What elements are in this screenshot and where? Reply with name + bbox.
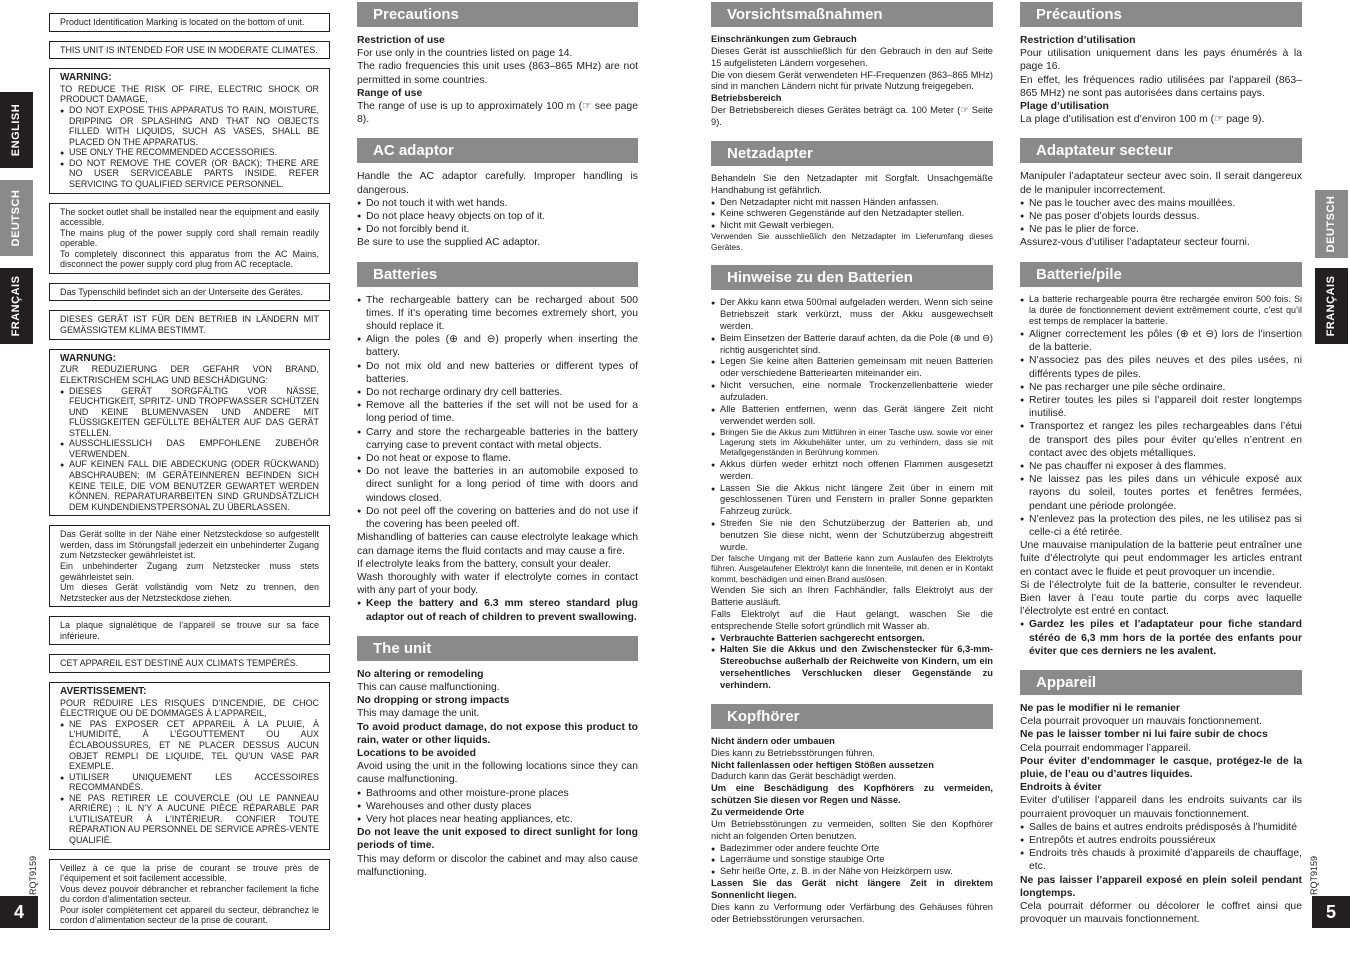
paragraph: This may deform or discolor the cabinet and may also cause malfunctioning.: [357, 853, 638, 878]
tab-francais-right: FRANÇAIS: [1315, 268, 1348, 344]
box-list: [60, 105, 319, 190]
subheading: Restriction of use: [357, 35, 445, 46]
bullet-item: ● Retirer toutes les piles si l’appareil doit rester longtemps inutilisé.: [1020, 394, 1302, 420]
bullet-item: ● Ne pas poser d’objets lourds dessus.: [1020, 210, 1302, 223]
box-intro: TO REDUCE THE RISK OF FIRE, ELECTRIC SHOCK OR PRODUCT DAMAGE,: [60, 83, 319, 105]
paragraph: Une mauvaise manipulation de la batterie peut entraîner une fuite d’électrolyte qui peut endommager les articles entrant en contact avec le fluide et peut provoquer un incendie.: [1020, 540, 1302, 578]
box-list-item: ● AUSSCHLIESSLICH DAS EMPFOHLENE ZUBEHÖR VERWENDEN.: [60, 438, 319, 459]
section-heading: Vorsichtsmaßnahmen: [711, 2, 993, 27]
bullet-item: ● La batterie rechargeable pourra être rechargée environ 500 fois. Si la durée de fonctionnement devient extrêmement courte, c’est qu’il est temps de remplacer la batterie.: [1020, 294, 1302, 328]
box-text: La plaque signalétique de l’appareil se trouve sur sa face inférieure.: [60, 620, 319, 641]
warning-box: [49, 283, 330, 302]
paragraph: Der falsche Umgang mit der Batterie kann zum Auslaufen des Elektrolyts führen. Ausgelaufener Elektrolyt kann die Innenteile, mit denen er in Kontakt kommt, beschädigen und einen Brand auslösen.: [711, 553, 993, 584]
section-heading: Precautions: [357, 2, 638, 27]
paragraph: Eviter d’utiliser l’appareil dans les endroits suivants car ils pourraient provoquer un mauvais fonctionnement.: [1020, 795, 1302, 820]
bullet-item: ● Warehouses and other dusty places: [357, 800, 638, 813]
warning-box: [49, 349, 330, 517]
bullet-item: ● Beim Einsetzen der Batterie darauf achten, da die Pole (⊕ und ⊖) richtig ausgerichtet sind.: [711, 333, 993, 357]
paragraph: Die von diesem Gerät verwendeten HF-Frequenzen (863–865 MHz) sind in manchen Ländern nicht für private Nutzung freigegeben.: [711, 69, 993, 92]
subheading: Um eine Beschädigung des Kopfhörers zu vermeiden, schützen Sie diesen vor Regen und Nässe.: [711, 783, 993, 806]
section-heading: Appareil: [1020, 670, 1302, 695]
section-gap: [711, 129, 993, 141]
bullet-item: ● Halten Sie die Akkus und den Zwischenstecker für 6,3-mm-Stereobuchse außerhalb der Reichweite von Kindern, um ein versehentliches Verschlucken dieser Gegenstände zu verhindern.: [711, 644, 993, 691]
safety-boxes-column: [49, 13, 330, 939]
paragraph: Pour utilisation uniquement dans les pays énumérés à la page 16.: [1020, 48, 1302, 73]
bullet-list: [357, 597, 638, 623]
box-list: [60, 386, 319, 513]
bullet-item: ● Endroits très chauds à proximité d’appareils de chauffage, etc.: [1020, 847, 1302, 873]
box-list-item: ● AUF KEINEN FALL DIE ABDECKUNG (ODER RÜCKWAND) ABSCHRAUBEN; IM GERÄTEINNEREN BEFINDEN SICH KEINE TEILE, DIE VOM BENUTZER GEWARTET WERDEN KÖNNEN. REPARATURARBEITEN SIND GRUNDSÄTZLICH DEM KUNDENDIENSTPERSONAL ZU ÜBERLASSEN.: [60, 459, 319, 512]
bullet-item: ● The rechargeable battery can be recharged about 500 times. If it’s operating time becomes extremely short, you should replace it.: [357, 294, 638, 334]
box-paragraph: To completely disconnect this apparatus from the AC Mains, disconnect the power supply cord plug from AC receptacle.: [60, 248, 319, 270]
bullet-list: [1020, 197, 1302, 237]
bullet-item: ● Do not place heavy objects on top of it.: [357, 210, 638, 223]
bullet-list: [357, 294, 638, 532]
warning-box: [49, 13, 330, 32]
bullet-item: ● Very hot places near heating appliances, etc.: [357, 813, 638, 826]
subheading: Lassen Sie das Gerät nicht längere Zeit in direktem Sonnenlicht liegen.: [711, 878, 993, 901]
subheading: Range of use: [357, 87, 423, 99]
section-gap: [1020, 250, 1302, 262]
box-paragraph: Ein unbehinderter Zugang zum Netzstecker muss stets gewährleistet sein.: [60, 560, 319, 582]
bullet-item: ● Do not heat or expose to flame.: [357, 452, 638, 465]
bullet-list: [357, 787, 638, 827]
french-precautions-column: [1020, 2, 1302, 926]
bullet-list: [711, 197, 993, 233]
bullet-item: ● Nicht versuchen, eine normale Trockenzellenbatterie wieder aufzuladen.: [711, 380, 993, 404]
paragraph: The radio frequencies this unit uses (863–865 MHz) are not permitted in some countries.: [357, 61, 638, 86]
bullet-item: ● Verbrauchte Batterien sachgerecht entsorgen.: [711, 633, 993, 645]
bullet-item: ● Legen Sie keine alten Batterien gemeinsam mit neuen Batterien oder verschiedene Batteriearten miteinander ein.: [711, 356, 993, 380]
paragraph: This may damage the unit.: [357, 708, 480, 720]
bullet-item: ● Der Akku kann etwa 500mal aufgeladen werden. Wenn sich seine Betriebszeit stark verkürzt, muss der Akku ausgewechselt werden.: [711, 297, 993, 333]
box-list-item: ● DIESES GERÄT SORGFÄLTIG VOR NÄSSE, FEUCHTIGKEIT, SPRITZ- UND TROPFWASSER SCHÜTZEN UND KEINE BLUMENVASEN UND ANDERE MIT FLÜSSIGKEITEN GEFÜLLTE BEHÄLTER AUF DAS GERÄT STELLEN.: [60, 386, 319, 439]
box-title: WARNING:: [60, 72, 112, 84]
box-list-item: ● UTILISER UNIQUEMENT LES ACCESSOIRES RECOMMANDÉS.: [60, 772, 319, 793]
bullet-item: ● Ne pas le toucher avec des mains mouillées.: [1020, 197, 1302, 210]
tab-deutsch-right: DEUTSCH: [1315, 190, 1348, 258]
paragraph: Dies kann zu Verformung oder Verfärbung des Gehäuses führen oder Betriebsstörungen verursachen.: [711, 901, 993, 924]
paragraph: Be sure to use the supplied AC adaptor.: [357, 237, 541, 249]
paragraph: Si de l’électrolyte fuit de la batterie, consulter le revendeur. Bien laver à l’eau toute partie du corps avec laquelle l’électrolyte est entré en contact.: [1020, 579, 1302, 618]
model-code-right: RQT9159: [1309, 855, 1319, 895]
box-text: Product Identification Marking is located on the bottom of unit.: [60, 17, 305, 27]
tab-english: ENGLISH: [0, 92, 33, 168]
bullet-item: ● Do not mix old and new batteries or different types of batteries.: [357, 360, 638, 386]
bullet-item: ● Lagerräume und sonstige staubige Orte: [711, 854, 993, 866]
bullet-item: ● Keep the battery and 6.3 mm stereo standard plug adaptor out of reach of children to prevent swallowing.: [357, 597, 638, 623]
subheading: Endroits à éviter: [1020, 782, 1102, 794]
box-paragraph: The socket outlet shall be installed near the equipment and easily accessible.: [60, 206, 319, 228]
bullet-item: ● Gardez les piles et l’adaptateur pour fiche standard stéréo de 6,3 mm hors de la portée des enfants pour éviter que ces derniers ne les avalent.: [1020, 618, 1302, 658]
paragraph: Cela pourrait déformer ou décolorer le coffret ainsi que provoquer un mauvais fonctionnement.: [1020, 901, 1302, 926]
section-gap: [1020, 126, 1302, 138]
warning-box: [49, 68, 330, 193]
subheading: Locations to be avoided: [357, 747, 476, 759]
bullet-item: ● N’enlevez pas la protection des piles, ne les utilisez pas si celle-ci a été retirée.: [1020, 513, 1302, 539]
box-list: [60, 719, 319, 846]
paragraph: Verwenden Sie ausschließlich den Netzadapter im Lieferumfang dieses Gerätes.: [711, 232, 993, 252]
bullet-item: ● Den Netzadapter nicht mit nassen Händen anfassen.: [711, 197, 993, 209]
bullet-list: [1020, 294, 1302, 540]
section-heading: AC adaptor: [357, 138, 638, 163]
bullet-item: ● Bathrooms and other moisture-prone places: [357, 787, 638, 800]
box-paragraph: Pour isoler complètement cet appareil du secteur, débranchez le cordon d’alimentation secteur de la prise de courant.: [60, 904, 319, 926]
subheading: No altering or remodeling: [357, 668, 484, 680]
section-heading: Batteries: [357, 262, 638, 287]
warning-box: [49, 41, 330, 60]
bullet-item: ● N’associez pas des piles neuves et des piles usées, ni différents types de piles.: [1020, 354, 1302, 380]
box-list-item: ● NE PAS RETIRER LE COUVERCLE (OU LE PANNEAU ARRIÈRE) ; IL N’Y A AUCUNE PIÈCE RÉPARABLE PAR L’UTILISATEUR À L’INTÉRIEUR. CONFIER TOUTE RÉPARATION AU PERSONNEL DE SERVICE APRÈS-VENTE QUALIFIÉ.: [60, 793, 319, 846]
subheading: Do not leave the unit exposed to direct sunlight for long periods of time.: [357, 827, 638, 852]
section-gap: [357, 624, 638, 636]
bullet-item: ● Transportez et rangez les piles rechargeables dans l’étui de transport des piles pour éviter qu’elles n’entrent en contact avec des objets métalliques.: [1020, 420, 1302, 460]
paragraph: Assurez-vous d’utiliser l’adaptateur secteur fourni.: [1020, 237, 1250, 249]
section-heading: Netzadapter: [711, 141, 993, 166]
paragraph: Falls Elektrolyt auf die Haut gelangt, waschen Sie die entsprechende Stelle sofort gründlich mit Wasser ab.: [711, 608, 993, 631]
box-intro: ZUR REDUZIERUNG DER GEFAHR VON BRAND, ELEKTRISCHEM SCHLAG UND BESCHÄDIGUNG:: [60, 364, 319, 385]
section-heading: Adaptateur secteur: [1020, 138, 1302, 163]
bullet-item: ● Carry and store the rechargeable batteries in the battery carrying case to prevent contact with metal objects.: [357, 426, 638, 452]
bullet-item: ● Nicht mit Gewalt verbiegen.: [711, 220, 993, 232]
bullet-list: [711, 633, 993, 692]
warning-box: [49, 682, 330, 850]
bullet-item: ● Ne pas chauffer ni exposer à des flammes.: [1020, 460, 1302, 473]
section-heading: Kopfhörer: [711, 704, 993, 729]
bullet-item: ● Aligner correctement les pôles (⊕ et ⊖) lors de l’insertion de la batterie.: [1020, 328, 1302, 354]
bullet-item: ● Sehr heiße Orte, z. B. in der Nähe von Heizkörpern usw.: [711, 866, 993, 878]
page-number-left: 4: [0, 896, 38, 928]
paragraph: Cela pourrait provoquer un mauvais fonctionnement.: [1020, 716, 1263, 728]
bullet-item: ● Badezimmer oder andere feuchte Orte: [711, 843, 993, 855]
paragraph: Cela pourrait endommager l’appareil.: [1020, 742, 1191, 754]
bullet-list: [357, 197, 638, 237]
section-gap: [357, 250, 638, 262]
subheading: Nicht fallenlassen oder heftigen Stößen aussetzen: [711, 759, 934, 770]
box-list-item: ● DO NOT REMOVE THE COVER (OR BACK); THERE ARE NO USER SERVICEABLE PARTS INSIDE. REFER SERVICING TO QUALIFIED SERVICE PERSONNEL.: [60, 158, 319, 190]
warning-box: [49, 310, 330, 339]
paragraph: Wenden Sie sich an Ihren Fachhändler, falls Elektrolyt aus der Batterie ausläuft.: [711, 585, 993, 607]
paragraph: Dies kann zu Betriebsstörungen führen.: [711, 747, 875, 758]
subheading: Einschränkungen zum Gebrauch: [711, 34, 857, 44]
box-list-item: ● USE ONLY THE RECOMMENDED ACCESSORIES.: [60, 147, 319, 158]
paragraph: If electrolyte leaks from the battery, consult your dealer.: [357, 558, 611, 570]
subheading: Zu vermeidende Orte: [711, 807, 805, 818]
box-text: Das Typenschild befindet sich an der Unterseite des Gerätes.: [60, 286, 303, 297]
bullet-item: ● Akkus dürfen weder erhitzt noch offenen Flammen ausgesetzt werden.: [711, 459, 993, 483]
box-intro: POUR RÉDUIRE LES RISQUES D’INCENDIE, DE CHOC ÉLECTRIQUE OU DE DOMMAGES À L’APPAREIL,: [60, 697, 319, 719]
paragraph: Manipuler l’adaptateur secteur avec soin. Il serait dangereux de le manipuler incorrectement.: [1020, 171, 1302, 196]
bullet-item: ● Entrepôts et autres endroits poussiéreux: [1020, 834, 1302, 847]
paragraph: This can cause malfunctioning.: [357, 681, 500, 693]
section-gap: [711, 692, 993, 704]
bullet-item: ● Alle Batterien entfernen, wenn das Gerät längere Zeit nicht verwendet werden soll.: [711, 404, 993, 428]
bullet-item: ● Align the poles (⊕ and ⊖) properly when inserting the battery.: [357, 333, 638, 359]
bullet-item: ● Remove all the batteries if the set will not be used for a long period of time.: [357, 399, 638, 425]
subheading: Plage d’utilisation: [1020, 101, 1109, 113]
box-paragraph: Veillez à ce que la prise de courant se trouve près de l’équipement et soit facilement accessible.: [60, 862, 319, 884]
bullet-item: ● Do not leave the batteries in an automobile exposed to direct sunlight for a long period of time with doors and windows closed.: [357, 465, 638, 505]
box-text: THIS UNIT IS INTENDED FOR USE IN MODERATE CLIMATES.: [60, 44, 318, 55]
box-title: WARNUNG:: [60, 352, 117, 364]
tab-deutsch: DEUTSCH: [0, 180, 33, 256]
paragraph: Handle the AC adaptor carefully. Improper handling is dangerous.: [357, 171, 638, 196]
subheading: Ne pas laisser l’appareil exposé en plein soleil pendant longtemps.: [1020, 874, 1302, 899]
paragraph: For use only in the countries listed on page 14.: [357, 48, 573, 60]
bullet-item: ● Do not peel off the covering on batteries and do not use if the covering has been peeled off.: [357, 505, 638, 531]
paragraph: En effet, les fréquences radio utilisées par l’appareil (863–865 MHz) ne sont pas autorisées dans certains pays.: [1020, 74, 1302, 99]
paragraph: Mishandling of batteries can cause electrolyte leakage which can damage items the fluid contacts and may cause a fire.: [357, 532, 638, 557]
box-text: DIESES GERÄT IST FÜR DEN BETRIEB IN LÄNDERN MIT GEMÄSSIGTEM KLIMA BESTIMMT.: [60, 314, 319, 336]
bullet-item: ● Ne laissez pas les piles dans un véhicule exposé aux rayons du soleil, toutes portes et fenêtres fermées, pendant une période prolongée.: [1020, 473, 1302, 513]
page-number-right: 5: [1312, 896, 1350, 928]
subheading: No dropping or strong impacts: [357, 695, 510, 707]
bullet-item: ● Bringen Sie die Akkus zum Mitführen in einer Tasche usw. sowie vor einer Lagerung stets im Akkubehälter unter, um zu verhindern, dass sie mit Metallgegenständen in Berührung kommen.: [711, 428, 993, 459]
box-paragraph: The mains plug of the power supply cord shall remain readily operable.: [60, 227, 319, 249]
box-paragraph: Vous devez pouvoir débrancher et rebrancher facilement la fiche du cordon d’alimentation secteur.: [60, 883, 319, 905]
box-paragraph: Das Gerät sollte in der Nähe einer Netzsteckdose so aufgestellt werden, dass im Störungsfall jederzeit ein unbehinderter Zugang zum Netzstecker gewährleistet ist.: [60, 529, 319, 561]
warning-box: [49, 203, 330, 274]
bullet-item: ● Lassen Sie die Akkus nicht längere Zeit über in einem mit geschlossenen Türen und Fenstern in praller Sonne geparkten Fahrzeug zurück.: [711, 483, 993, 519]
paragraph: Der Betriebsbereich dieses Gerätes beträgt ca. 100 Meter (☞ Seite 9).: [711, 105, 993, 128]
section-gap: [711, 253, 993, 265]
subheading: Pour éviter d’endommager le casque, protégez-le de la pluie, de l’eau ou d’autres liquides.: [1020, 755, 1302, 780]
subheading: Ne pas le laisser tomber ni lui faire subir de chocs: [1020, 729, 1268, 741]
german-precautions-column: [711, 2, 993, 926]
bullet-item: ● Do not recharge ordinary dry cell batteries.: [357, 386, 638, 399]
bullet-item: ● Ne pas recharger une pile sèche ordinaire.: [1020, 381, 1302, 394]
bullet-item: ● Do not touch it with wet hands.: [357, 197, 638, 210]
bullet-list: [1020, 618, 1302, 658]
section-gap: [357, 126, 638, 138]
bullet-item: ● Keine schweren Gegenstände auf den Netzadapter stellen.: [711, 208, 993, 220]
paragraph: Behandeln Sie den Netzadapter mit Sorgfalt. Unsachgemäße Handhabung ist gefährlich.: [711, 172, 993, 195]
warning-box: [49, 525, 330, 607]
warning-box: [49, 616, 330, 645]
box-title: AVERTISSEMENT:: [60, 685, 147, 697]
english-precautions-column: [357, 2, 638, 879]
bullet-list: [1020, 821, 1302, 874]
warning-box: [49, 859, 330, 930]
box-list-item: ● DO NOT EXPOSE THIS APPARATUS TO RAIN, MOISTURE, DRIPPING OR SPLASHING AND THAT NO OBJECTS FILLED WITH LIQUIDS, SUCH AS VASES, SHALL BE PLACED ON THE APPARATUS.: [60, 105, 319, 147]
subheading: Ne pas le modifier ni le remanier: [1020, 702, 1180, 714]
paragraph: La plage d’utilisation est d’environ 100 m (☞ page 9).: [1020, 114, 1265, 126]
bullet-list: [711, 297, 993, 554]
subheading: Betriebsbereich: [711, 93, 782, 104]
section-heading: Précautions: [1020, 2, 1302, 27]
box-list-item: ● NE PAS EXPOSER CET APPAREIL À LA PLUIE, À L’HUMIDITÉ, À L’ÉGOUTTEMENT OU AUX ÉCLABOUSSURES, ET NE PLACER DESSUS AUCUN OBJET REMPLI DE LIQUIDE, TEL QU’UN VASE PAR EXEMPLE.: [60, 719, 319, 772]
paragraph: Avoid using the unit in the following locations since they can cause malfunctioning.: [357, 761, 638, 786]
paragraph: Wash thoroughly with water if electrolyte comes in contact with any part of your body.: [357, 571, 638, 597]
paragraph: Dadurch kann das Gerät beschädigt werden.: [711, 771, 897, 782]
section-heading: Hinweise zu den Batterien: [711, 265, 993, 290]
tab-francais: FRANÇAIS: [0, 268, 33, 344]
bullet-list: [711, 843, 993, 879]
paragraph: The range of use is up to approximately 100 m (☞ see page 8).: [357, 101, 638, 126]
section-gap: [1020, 658, 1302, 670]
model-code-left: RQT9159: [28, 855, 38, 895]
box-paragraph: Um dieses Gerät vollständig vom Netz zu trennen, den Netzstecker aus der Netzsteckdose ziehen.: [60, 582, 319, 603]
section-heading: The unit: [357, 636, 638, 661]
bullet-item: ● Streifen Sie nie den Schutzüberzug der Batterien ab, und benutzen Sie diese nicht, wenn der Schutzüberzug abgestreift wurde.: [711, 518, 993, 554]
subheading: Nicht ändern oder umbauen: [711, 735, 835, 746]
paragraph: Um Betriebsstörungen zu vermeiden, sollten Sie den Kopfhörer nicht an folgenden Orten benutzen.: [711, 818, 993, 841]
warning-box: [49, 654, 330, 673]
section-heading: Batterie/pile: [1020, 262, 1302, 287]
paragraph: Dieses Gerät ist ausschließlich für den Gebrauch in den auf Seite 15 aufgelisteten Ländern vorgesehen.: [711, 45, 993, 68]
subheading: Restriction d’utilisation: [1020, 35, 1136, 46]
subheading: To avoid product damage, do not expose this product to rain, water or other liquids.: [357, 721, 638, 746]
bullet-item: ● Salles de bains et autres endroits prédisposés à l’humidité: [1020, 821, 1302, 834]
box-text: CET APPAREIL EST DESTINÉ AUX CLIMATS TEMPÉRÉS.: [60, 658, 299, 669]
bullet-item: ● Do not forcibly bend it.: [357, 223, 638, 236]
bullet-item: ● Ne pas le plier de force.: [1020, 223, 1302, 236]
